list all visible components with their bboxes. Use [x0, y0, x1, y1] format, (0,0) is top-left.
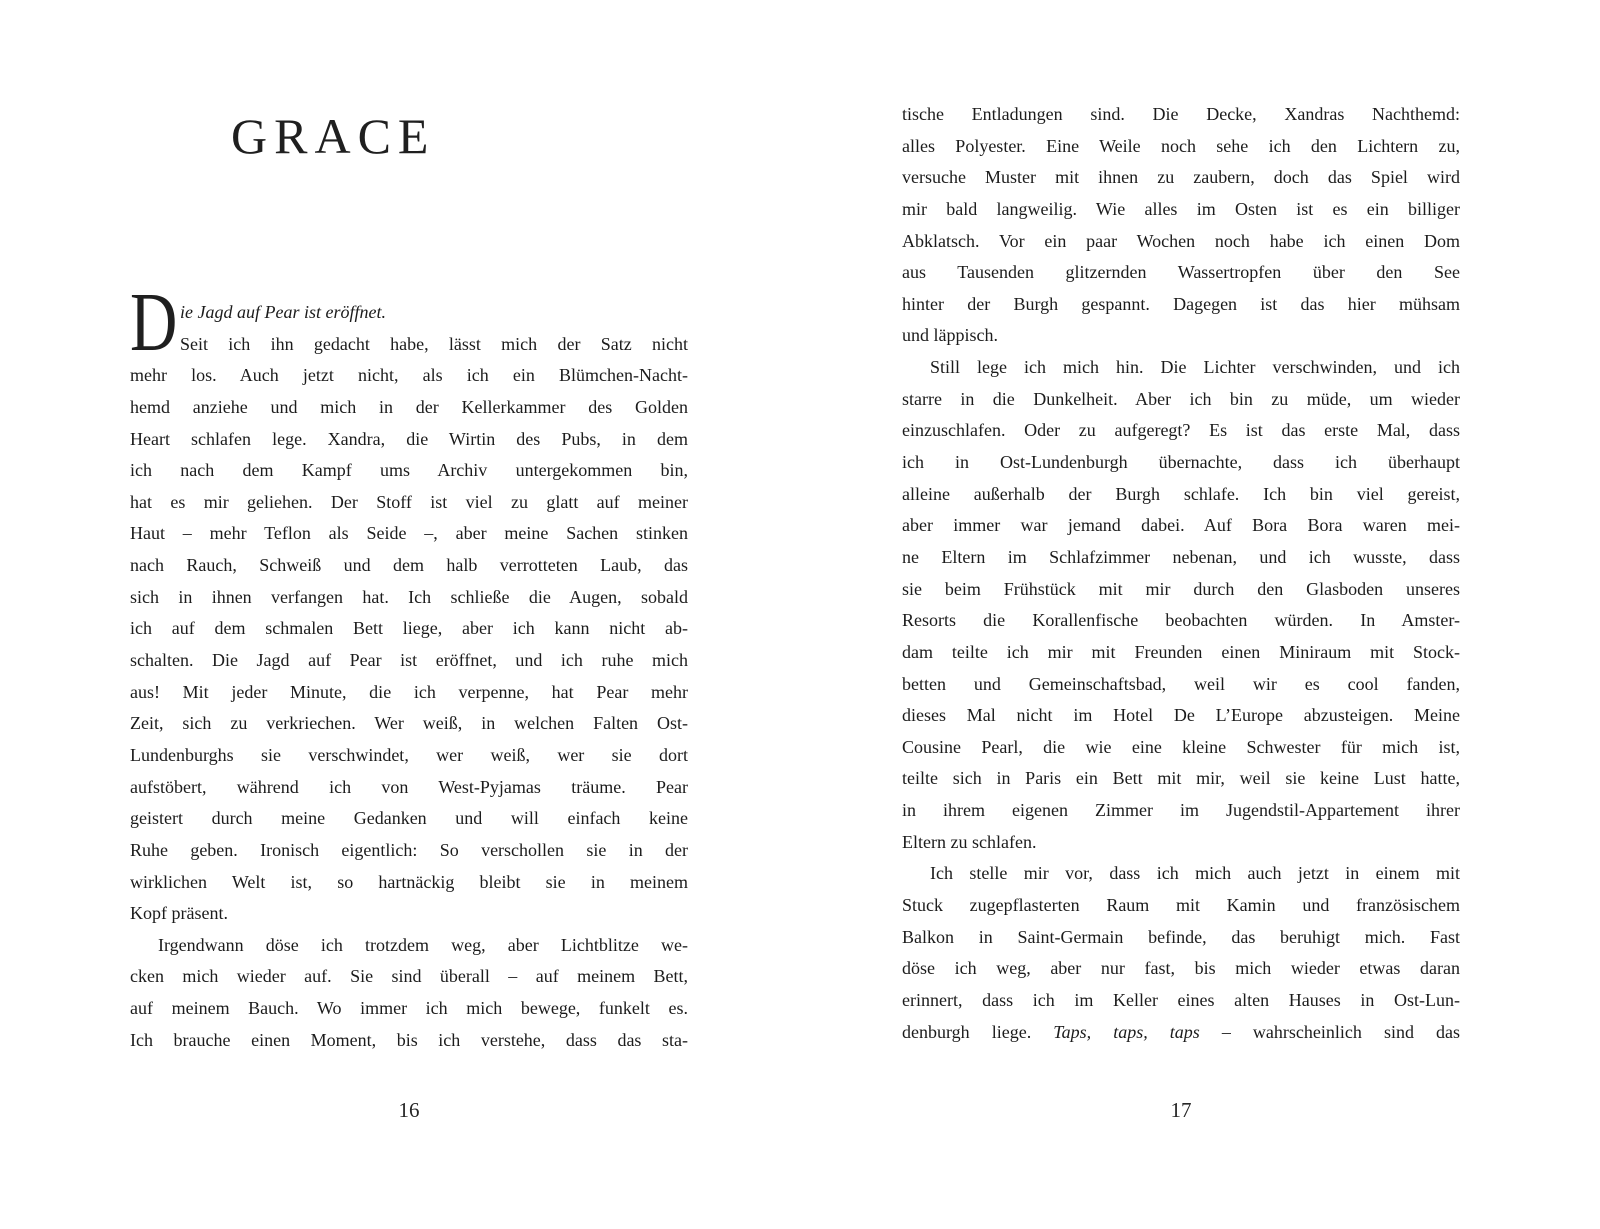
text-segment: tische Entladungen sind. Die Decke, Xandras Nachthemd: — [902, 104, 1460, 124]
text-segment: Zeit, sich zu verkriechen. Wer weiß, in welchen Falten Ost- — [130, 713, 688, 734]
text-line — [130, 392, 688, 424]
text-segment: teilte sich in Paris ein Bett mit mir, weil sie keine Lust hatte, — [902, 768, 1460, 789]
text-segment: Eltern zu schlafen. — [902, 831, 1037, 852]
text-line — [130, 297, 688, 329]
page-number-right: 17 — [1170, 1098, 1192, 1122]
text-line — [902, 131, 1460, 163]
text-segment: Ich stelle mir vor, dass ich mich auch jetzt in einem mit — [930, 863, 1460, 884]
text-segment: Heart schlafen lege. Xandra, die Wirtin des Pubs, in dem — [130, 428, 688, 449]
text-segment: Still lege ich mich hin. Die Lichter verschwinden, und ich — [930, 357, 1460, 378]
text-line — [130, 424, 688, 456]
text-segment: starre in die Dunkelheit. Aber ich bin zu müde, um wieder — [902, 388, 1460, 409]
italic-text-segment: ie Jagd auf Pear ist eröffnet. — [180, 302, 386, 322]
text-line — [902, 637, 1460, 669]
text-segment: ne Eltern im Schlafzimmer nebenan, und ich wusste, dass — [902, 546, 1460, 567]
text-segment: schalten. Die Jagd auf Pear ist eröffnet, und ich ruhe mich — [130, 650, 688, 671]
text-line — [902, 605, 1460, 637]
text-segment: aber immer war jemand dabei. Auf Bora Bora waren mei- — [902, 515, 1460, 536]
text-segment: auf meinem Bauch. Wo immer ich mich bewege, funkelt es. — [130, 998, 688, 1019]
text-line — [902, 99, 1460, 131]
text-line — [902, 922, 1460, 954]
left-page-text — [130, 297, 688, 1056]
text-line — [130, 867, 688, 899]
text-segment: Stuck zugepflasterten Raum mit Kamin und französischem — [902, 895, 1460, 916]
text-line — [130, 518, 688, 550]
text-line — [130, 898, 688, 930]
text-segment: mehr los. Auch jetzt nicht, als ich ein Blümchen-Nacht- — [130, 365, 688, 386]
text-segment: alleine außerhalb der Burgh schlafe. Ich bin viel gereist, — [902, 483, 1460, 504]
page-right — [902, 0, 1460, 1229]
text-line — [902, 953, 1460, 985]
text-line — [902, 479, 1460, 511]
text-segment: Resorts die Korallenfische beobachten würden. In Amster- — [902, 610, 1460, 631]
text-line — [130, 550, 688, 582]
text-line — [902, 320, 1460, 352]
text-segment: betten und Gemeinschaftsbad, weil wir es cool fanden, — [902, 673, 1460, 694]
text-segment: versuche Muster mit ihnen zu zaubern, doch das Spiel wird — [902, 167, 1460, 188]
text-segment: döse ich weg, aber nur fast, bis mich wieder etwas daran — [902, 958, 1460, 979]
text-segment: Irgendwann döse ich trotzdem weg, aber Lichtblitze we- — [158, 934, 688, 955]
text-line — [902, 890, 1460, 922]
text-line — [902, 763, 1460, 795]
text-segment: erinnert, dass ich im Keller eines alten Hauses in Ost-Lun- — [902, 989, 1460, 1010]
text-line — [902, 415, 1460, 447]
text-line — [130, 677, 688, 709]
text-segment: hat es mir geliehen. Der Stoff ist viel zu glatt auf meiner — [130, 491, 688, 512]
text-segment: nach Rauch, Schweiß und dem halb verrotteten Laub, das — [130, 555, 688, 576]
text-line — [902, 257, 1460, 289]
text-segment: denburgh liege. — [902, 1021, 1054, 1042]
text-segment: ich in Ost-Lundenburgh übernachte, dass ich überhaupt — [902, 452, 1460, 473]
text-segment: geistert durch meine Gedanken und will einfach keine — [130, 808, 688, 829]
text-line — [902, 384, 1460, 416]
text-segment: in ihrem eigenen Zimmer im Jugendstil-Appartement ihrer — [902, 800, 1460, 821]
text-line — [902, 194, 1460, 226]
right-page-text — [902, 99, 1460, 1048]
text-segment: Balkon in Saint-Germain befinde, das beruhigt mich. Fast — [902, 926, 1460, 947]
text-segment: dieses Mal nicht im Hotel De L’Europe abzusteigen. Meine — [902, 705, 1460, 726]
text-line — [902, 858, 1460, 890]
text-line — [130, 582, 688, 614]
text-segment: mir bald langweilig. Wie alles im Osten ist es ein billiger — [902, 198, 1460, 219]
text-line — [130, 455, 688, 487]
text-segment: alles Polyester. Eine Weile noch sehe ich den Lichtern zu, — [902, 135, 1460, 156]
text-segment: sich in ihnen verfangen hat. Ich schließe die Augen, sobald — [130, 586, 688, 607]
text-line — [902, 226, 1460, 258]
text-line — [130, 961, 688, 993]
text-line — [902, 1017, 1460, 1049]
text-line — [130, 645, 688, 677]
text-line — [130, 835, 688, 867]
text-segment: aus Tausenden glitzernden Wassertropfen über den See — [902, 262, 1460, 283]
text-line — [130, 740, 688, 772]
text-segment: und läppisch. — [902, 325, 998, 346]
text-segment: ich nach dem Kampf ums Archiv untergekommen bin, — [130, 460, 688, 481]
text-line — [130, 772, 688, 804]
text-line — [902, 352, 1460, 384]
text-segment: aufstöbert, während ich von West-Pyjamas träume. Pear — [130, 776, 688, 797]
text-line — [902, 447, 1460, 479]
text-line — [130, 930, 688, 962]
text-line — [902, 732, 1460, 764]
page-left — [130, 0, 688, 1229]
text-segment: – wahrscheinlich sind das — [1199, 1021, 1460, 1042]
chapter-title: GRACE — [231, 108, 436, 164]
text-line — [130, 1025, 688, 1057]
text-line — [902, 510, 1460, 542]
italic-text-segment: Taps, taps, taps — [1053, 1021, 1200, 1042]
text-segment: aus! Mit jeder Minute, die ich verpenne, hat Pear mehr — [130, 681, 688, 702]
text-line — [902, 542, 1460, 574]
text-line — [902, 162, 1460, 194]
text-line — [130, 487, 688, 519]
text-segment: sie beim Frühstück mit mir durch den Glasboden unseres — [902, 578, 1460, 599]
text-line — [902, 827, 1460, 859]
text-segment: wirklichen Welt ist, so hartnäckig bleibt sie in meinem — [130, 871, 688, 892]
text-segment: Ich brauche einen Moment, bis ich verstehe, dass das sta- — [130, 1029, 688, 1050]
text-segment: dam teilte ich mir mit Freunden einen Miniraum mit Stock- — [902, 641, 1460, 662]
drop-cap: D — [130, 276, 178, 369]
text-segment: Cousine Pearl, die wie eine kleine Schwester für mich ist, — [902, 736, 1460, 757]
text-segment: ich auf dem schmalen Bett liege, aber ich kann nicht ab- — [130, 618, 688, 639]
text-line — [130, 708, 688, 740]
text-segment: hemd anziehe und mich in der Kellerkammer des Golden — [130, 396, 688, 417]
text-segment: Ruhe geben. Ironisch eigentlich: So verschollen sie in der — [130, 839, 688, 860]
text-line — [902, 795, 1460, 827]
text-line — [130, 329, 688, 361]
text-segment: Abklatsch. Vor ein paar Wochen noch habe ich einen Dom — [902, 230, 1460, 251]
text-segment: cken mich wieder auf. Sie sind überall – auf meinem Bett, — [130, 966, 688, 987]
text-line — [130, 993, 688, 1025]
text-line — [902, 700, 1460, 732]
text-line — [130, 803, 688, 835]
page-number-left: 16 — [398, 1098, 420, 1122]
text-line — [902, 985, 1460, 1017]
text-segment: Kopf präsent. — [130, 903, 228, 924]
text-line — [902, 574, 1460, 606]
text-segment: Lundenburghs sie verschwindet, wer weiß, wer sie dort — [130, 744, 688, 765]
text-segment: Haut – mehr Teflon als Seide –, aber meine Sachen stinken — [130, 523, 688, 544]
text-line — [902, 669, 1460, 701]
text-segment: Seit ich ihn gedacht habe, lässt mich der Satz nicht — [180, 333, 688, 354]
text-segment: einzuschlafen. Oder zu aufgeregt? Es ist das erste Mal, dass — [902, 420, 1460, 441]
text-line — [902, 289, 1460, 321]
text-segment: hinter der Burgh gespannt. Dagegen ist das hier mühsam — [902, 293, 1460, 314]
text-line — [130, 613, 688, 645]
text-line — [130, 360, 688, 392]
